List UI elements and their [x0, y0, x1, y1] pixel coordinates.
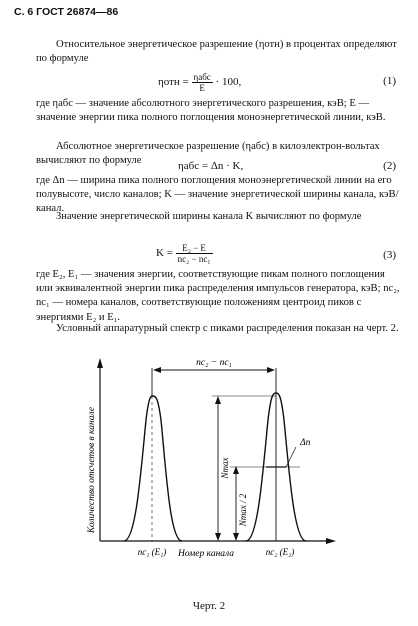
paragraph-delta-n-definition: где Δn — ширина пика полного поглощения моноэнергетической линии на его полувысоте, число каналов; K — значение энергетической ширины канала, кэВ/канал. [36, 175, 399, 215]
equation-number-2: (2) [383, 160, 396, 172]
width-label: Δn [300, 438, 311, 448]
y-axis-arrow [97, 358, 103, 368]
x-axis-arrow [326, 538, 336, 544]
formula-1-numerator: ηабс [193, 72, 211, 82]
formula-3-lhs: K = [156, 247, 173, 260]
half-arrow-bottom-head [233, 533, 239, 541]
peak-2-label: nc₂ (E₂) [265, 547, 295, 557]
paragraph-relative-resolution: Относительное энергетическое разрешение (ηотн) в процентах определяют по формуле [36, 39, 397, 65]
figure-caption: Черт. 2 [192, 600, 226, 612]
paragraph-eta-abs-definition: где ηабс — значение абсолютного энергетического разрешения, кэВ; E — значение энергии пика полного поглощения моноэнергетической линии, кэВ. [36, 98, 386, 124]
nmax-arrow-bottom-head [215, 533, 221, 541]
formula-1-rhs: · 100, [215, 76, 242, 89]
formula-1-lhs: ηотн = [158, 76, 189, 89]
half-max-label: Nmax / 2 [238, 493, 248, 527]
paragraph-channel-width: Значение энергетической ширины канала K вычисляют по формуле [56, 211, 362, 222]
formula-3-numerator: E₂ − E [176, 243, 213, 254]
formula-2: ηабс = Δn · K, [178, 160, 244, 172]
nmax-arrow-top-head [215, 396, 221, 404]
span-label: nc₂ − nc₁ [196, 358, 232, 368]
paragraph-absolute-resolution: Абсолютное энергетическое разрешение (ηабс) в килоэлектрон-вольтах вычисляют по формуле [36, 141, 380, 167]
formula-1-denominator: E [199, 83, 205, 93]
equation-number-3: (3) [383, 249, 396, 261]
paragraph-spectrum-ref: Условный аппаратурный спектр с пиками распределения показан на черт. 2. [56, 323, 399, 334]
nmax-label: Nmax [220, 457, 230, 479]
peak-1-curve [124, 396, 182, 541]
y-axis-label: Количество отсчетов в канале [87, 406, 97, 534]
x-axis-label: Номер канала [177, 549, 235, 559]
equation-number-1: (1) [383, 75, 396, 87]
span-arrow-right-head [267, 367, 275, 373]
page-header: С. 6 ГОСТ 26874—86 [14, 6, 119, 18]
span-arrow-left-head [153, 367, 161, 373]
peak-1-label: nc₁ (E₁) [137, 547, 167, 557]
formula-3-denominator: nc₂ − nc₁ [177, 254, 211, 264]
paragraph-energies-definition: где E₂, E₁ — значения энергии, соответствующие пикам полного поглощения или эквивалентной энергии пика распределения импульсов генератора, кэВ; nc₂, nc₁ — номера каналов, соответствующие положениям центроид пиков с энергиями E₂ и E₁. [36, 269, 400, 323]
